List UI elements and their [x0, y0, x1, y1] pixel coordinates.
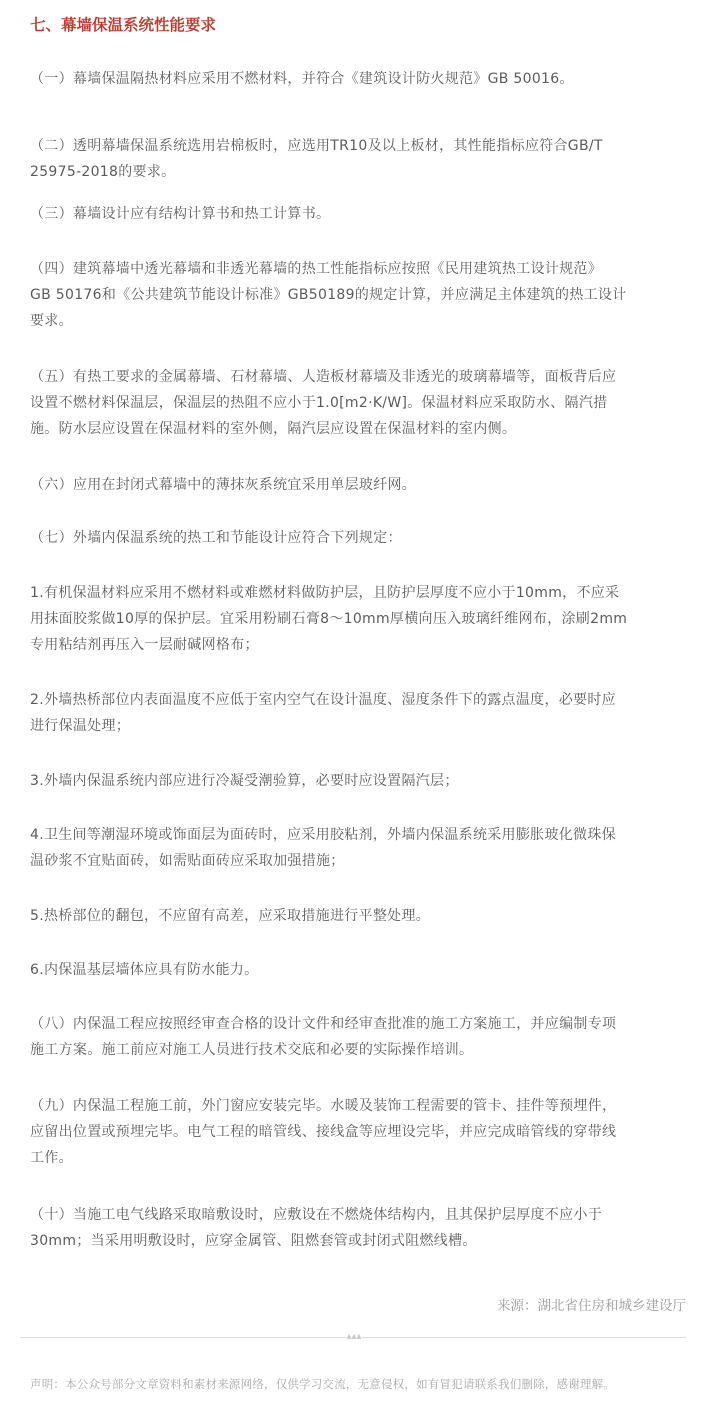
paragraph-11 [30, 822, 692, 874]
divider-ornament-icon: ▴▴▴ [346, 1331, 362, 1342]
paragraph-line: （七）外墙内保温系统的热工和节能设计应符合下列规定： [30, 530, 402, 546]
paragraph-line: 25975-2018的要求。 [30, 164, 176, 180]
paragraph-line: GB 50176和《公共建筑节能设计标准》GB50189的规定计算，并应满足主体建筑的热工设计 [30, 287, 627, 303]
paragraph-line: 2.外墙热桥部位内表面温度不应低于室内空气在设计温度、湿度条件下的露点温度，必要时应 [30, 692, 616, 708]
paragraph-line: 工作。 [30, 1150, 73, 1166]
paragraph-6 [30, 472, 692, 498]
paragraph-line: 6.内保温基层墙体应具有防水能力。 [30, 962, 259, 978]
paragraph-line: 施。防水层应设置在保温材料的室外侧，隔汽层应设置在保温材料的室内侧。 [30, 421, 517, 437]
paragraph-2 [30, 133, 692, 185]
paragraph-12 [30, 903, 692, 929]
paragraph-line: 要求。 [30, 313, 73, 329]
paragraph-15 [30, 1093, 692, 1171]
paragraph-8 [30, 580, 692, 658]
paragraph-line: （六）应用在封闭式幕墙中的薄抹灰系统宜采用单层玻纤网。 [30, 477, 417, 493]
paragraph-line: 4.卫生间等潮湿环境或饰面层为面砖时，应采用胶粘剂，外墙内保温系统采用膨胀玻化微珠保 [30, 827, 616, 843]
paragraph-1 [30, 66, 692, 92]
paragraph-line: （三）幕墙设计应有结构计算书和热工计算书。 [30, 206, 331, 222]
paragraph-14 [30, 1011, 692, 1063]
paragraph-9 [30, 687, 692, 739]
paragraph-line: （九）内保温工程施工前，外门窗应安装完毕。水暖及装饰工程需要的管卡、挂件等预埋件， [30, 1098, 617, 1114]
paragraph-5 [30, 364, 692, 442]
paragraph-line: （十）当施工电气线路采取暗敷设时，应敷设在不燃烧体结构内，且其保护层厚度不应小于 [30, 1207, 602, 1223]
paragraph-line: 设置不燃材料保温层，保温层的热阻不应小于1.0[m2·K/W]。保温材料应采取防水、隔汽措 [30, 395, 608, 411]
paragraph-line: 1.有机保温材料应采用不燃材料或难燃材料做防护层，且防护层厚度不应小于10mm，不应采 [30, 585, 620, 601]
paragraph-line: 30mm；当采用明敷设时，应穿金属管、阻燃套管或封闭式阻燃线槽。 [30, 1233, 477, 1249]
paragraph-10 [30, 768, 692, 794]
paragraph-line: 5.热桥部位的翻包，不应留有高差，应采取措施进行平整处理。 [30, 908, 431, 924]
paragraph-7 [30, 525, 692, 551]
paragraph-line: （八）内保温工程应按照经审查合格的设计文件和经审查批准的施工方案施工，并应编制专项 [30, 1016, 617, 1032]
paragraph-4 [30, 256, 692, 334]
paragraph-line: 专用粘结剂再压入一层耐碱网格布； [30, 637, 259, 653]
paragraph-line: （五）有热工要求的金属幕墙、石材幕墙、人造板材幕墙及非透光的玻璃幕墙等，面板背后应 [30, 369, 617, 385]
section-heading: 七、幕墙保温系统性能要求 [30, 16, 217, 34]
paragraph-line: （二）透明幕墙保温系统选用岩棉板时，应选用TR10及以上板材，其性能指标应符合GB/T [30, 138, 603, 154]
paragraph-line: 温砂浆不宜贴面砖，如需贴面砖应采取加强措施； [30, 853, 345, 869]
paragraph-line: 进行保温处理； [30, 718, 131, 734]
paragraph-line: 用抹面胶浆做10厚的保护层。宜采用粉刷石膏8～10mm厚横向压入玻璃纤维网布，涂刷2mm [30, 611, 628, 627]
disclaimer-text: 声明：本公众号部分文章资料和素材来源网络，仅供学习交流，无意侵权，如有冒犯请联系我们删除，感谢理解。 [30, 1377, 615, 1391]
paragraph-line: 3.外墙内保温系统内部应进行冷凝受潮验算，必要时应设置隔汽层； [30, 773, 459, 789]
paragraph-line: 应留出位置或预埋完毕。电气工程的暗管线、接线盒等应埋设完毕，并应完成暗管线的穿带线 [30, 1124, 617, 1140]
source-credit: 来源：湖北省住房和城乡建设厅 [497, 1298, 686, 1314]
paragraph-16 [30, 1202, 692, 1254]
paragraph-line: （一）幕墙保温隔热材料应采用不燃材料，并符合《建筑设计防火规范》GB 50016。 [30, 71, 574, 87]
paragraph-13 [30, 957, 692, 983]
paragraph-line: （四）建筑幕墙中透光幕墙和非透光幕墙的热工性能指标应按照《民用建筑热工设计规范》 [30, 261, 602, 277]
paragraph-3 [30, 201, 692, 227]
paragraph-line: 施工方案。施工前应对施工人员进行技术交底和必要的实际操作培训。 [30, 1042, 474, 1058]
